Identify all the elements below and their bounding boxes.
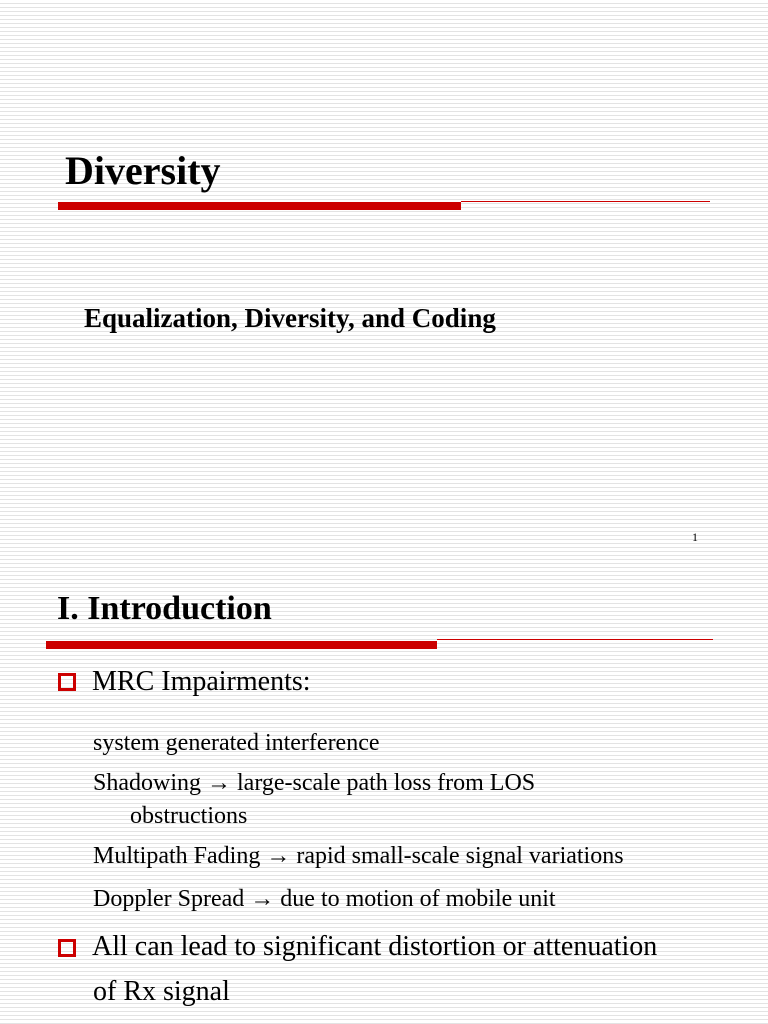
slide-number: 1 (692, 530, 698, 544)
sub-item-shadowing-continued: obstructions (130, 803, 248, 829)
title-underline-thick (58, 202, 461, 210)
title-underline-thin (461, 201, 710, 202)
sub-item-doppler-spread: Doppler Spread → due to motion of mobile unit (93, 886, 556, 912)
bullet-item-distortion: All can lead to significant distortion or attenuation (92, 931, 658, 962)
sub-item-multipath-fading: Multipath Fading → rapid small-scale signal variations (93, 843, 624, 869)
bullet-item-mrc-impairments: MRC Impairments: (92, 666, 311, 697)
bullet-item-distortion-continued: of Rx signal (93, 976, 230, 1007)
sub-item-shadowing: Shadowing → large-scale path loss from LOS (93, 770, 536, 796)
slide-title: Diversity (65, 148, 221, 193)
slide-title: I. Introduction (57, 590, 272, 627)
square-bullet-icon (58, 939, 76, 957)
sub-item-interference: system generated interference (93, 730, 380, 756)
slide-subtitle: Equalization, Diversity, and Coding (84, 303, 496, 333)
title-underline-thin (437, 639, 713, 640)
title-underline-thick (46, 641, 437, 649)
square-bullet-icon (58, 673, 76, 691)
